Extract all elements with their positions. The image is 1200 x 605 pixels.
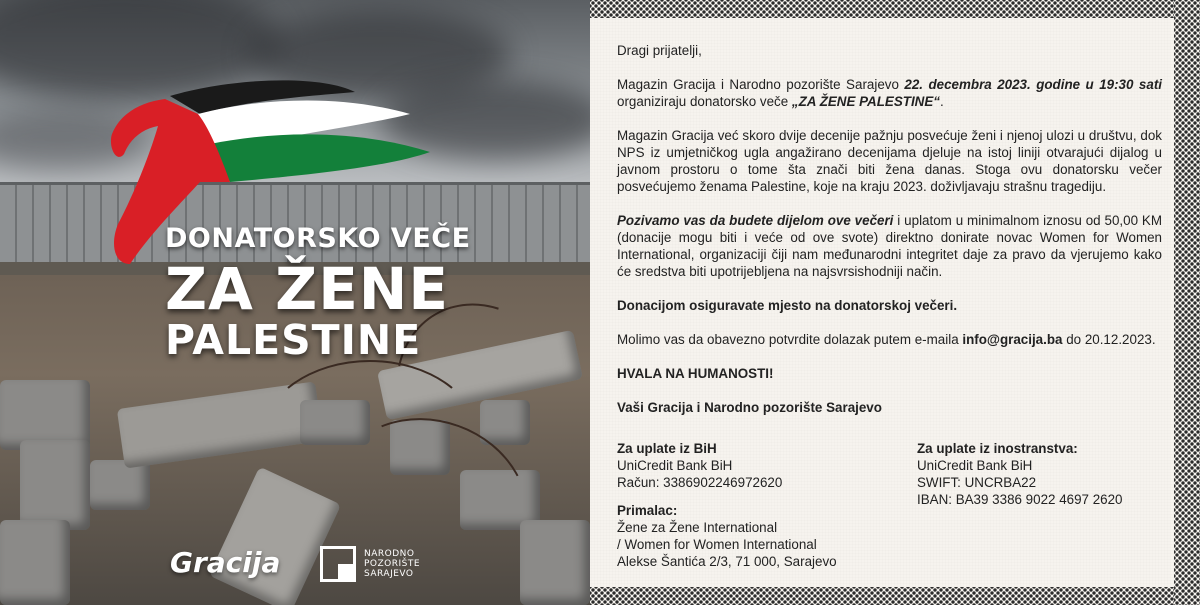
signature: Vaši Gracija i Narodno pozorište Sarajevo (617, 400, 882, 415)
thanks: HVALA NA HUMANOSTI! (617, 366, 774, 381)
rubble-block (520, 520, 590, 605)
payment-bih: Za uplate iz BiH UniCredit Bank BiH Račun: 3386902246972620 (617, 441, 783, 490)
dotted-border-right (1174, 0, 1200, 605)
paragraph-seat: Donacijom osiguravate mjesto na donatorskoj večeri. (617, 298, 958, 313)
poster-title-line1: DONATORSKO VEČE (165, 223, 471, 254)
greeting: Dragi prijatelji, (617, 43, 702, 58)
nps-logo-icon (320, 546, 356, 582)
payment-abroad: Za uplate iz inostranstva: UniCredit Bank BiH SWIFT: UNCRBA22 IBAN: BA39 3386 9022 4697 2620 (917, 441, 1123, 507)
dotted-border-bottom (590, 587, 1200, 605)
gracija-logo: Gracija (170, 546, 281, 579)
poster-title-line2: ZA ŽENE (165, 255, 449, 323)
payment-recipient: Primalac: Žene za Žene International / Women for Women International Alekse Šantića 2/3, 71 000, Sarajevo (617, 503, 837, 569)
paragraph-rsvp: Molimo vas da obavezno potvrdite dolazak putem e-maila info@gracija.ba do 20.12.2023. (617, 332, 1156, 347)
email-link[interactable]: info@gracija.ba (962, 332, 1063, 347)
rubble-block (90, 460, 150, 510)
dotted-border-top (590, 0, 1200, 18)
paragraph-event: Magazin Gracija i Narodno pozorište Sarajevo 22. decembra 2023. godine u 19:30 sati organiziraju donatorsko veče „ZA ŽENE PALESTINE“. (617, 77, 1162, 109)
poster-panel (0, 0, 590, 605)
nps-logo (320, 546, 420, 582)
letter-panel (590, 0, 1200, 605)
nps-logo-text: NARODNO POZORIŠTE SARAJEVO (364, 549, 421, 579)
letter-body (617, 42, 1162, 433)
rubble-block (20, 440, 90, 530)
paragraph-invite: Pozivamo vas da budete dijelom ove večeri i uplatom u minimalnom iznosu od 50,00 KM (donacije mogu biti i veće od ove svote) direktno donirate novac Women for Women International, organizaciji čiji nam međunarodni integritet daje za pravo da vjerujemo kako će sredstva biti upotrijebljena na najsvrsishodniji način. (617, 213, 1162, 279)
poster-title-line3: PALESTINE (165, 316, 422, 364)
rubble-block (0, 520, 70, 605)
paragraph-about: Magazin Gracija već skoro dvije decenije pažnju posvećuje ženi i njenoj ulozi u društvu, dok NPS iz umjetničkog ugla angažirano decenijama djeluje na istoj liniji otvarajući dijalog u javnom prostoru o tome šta znači biti žena danas. Stoga ovu donatorsku večer posvećujemo ženama Palestine, koje na kraju 2023. doživljavaju strašnu tragediju. (617, 128, 1162, 194)
poster-title (165, 223, 471, 362)
